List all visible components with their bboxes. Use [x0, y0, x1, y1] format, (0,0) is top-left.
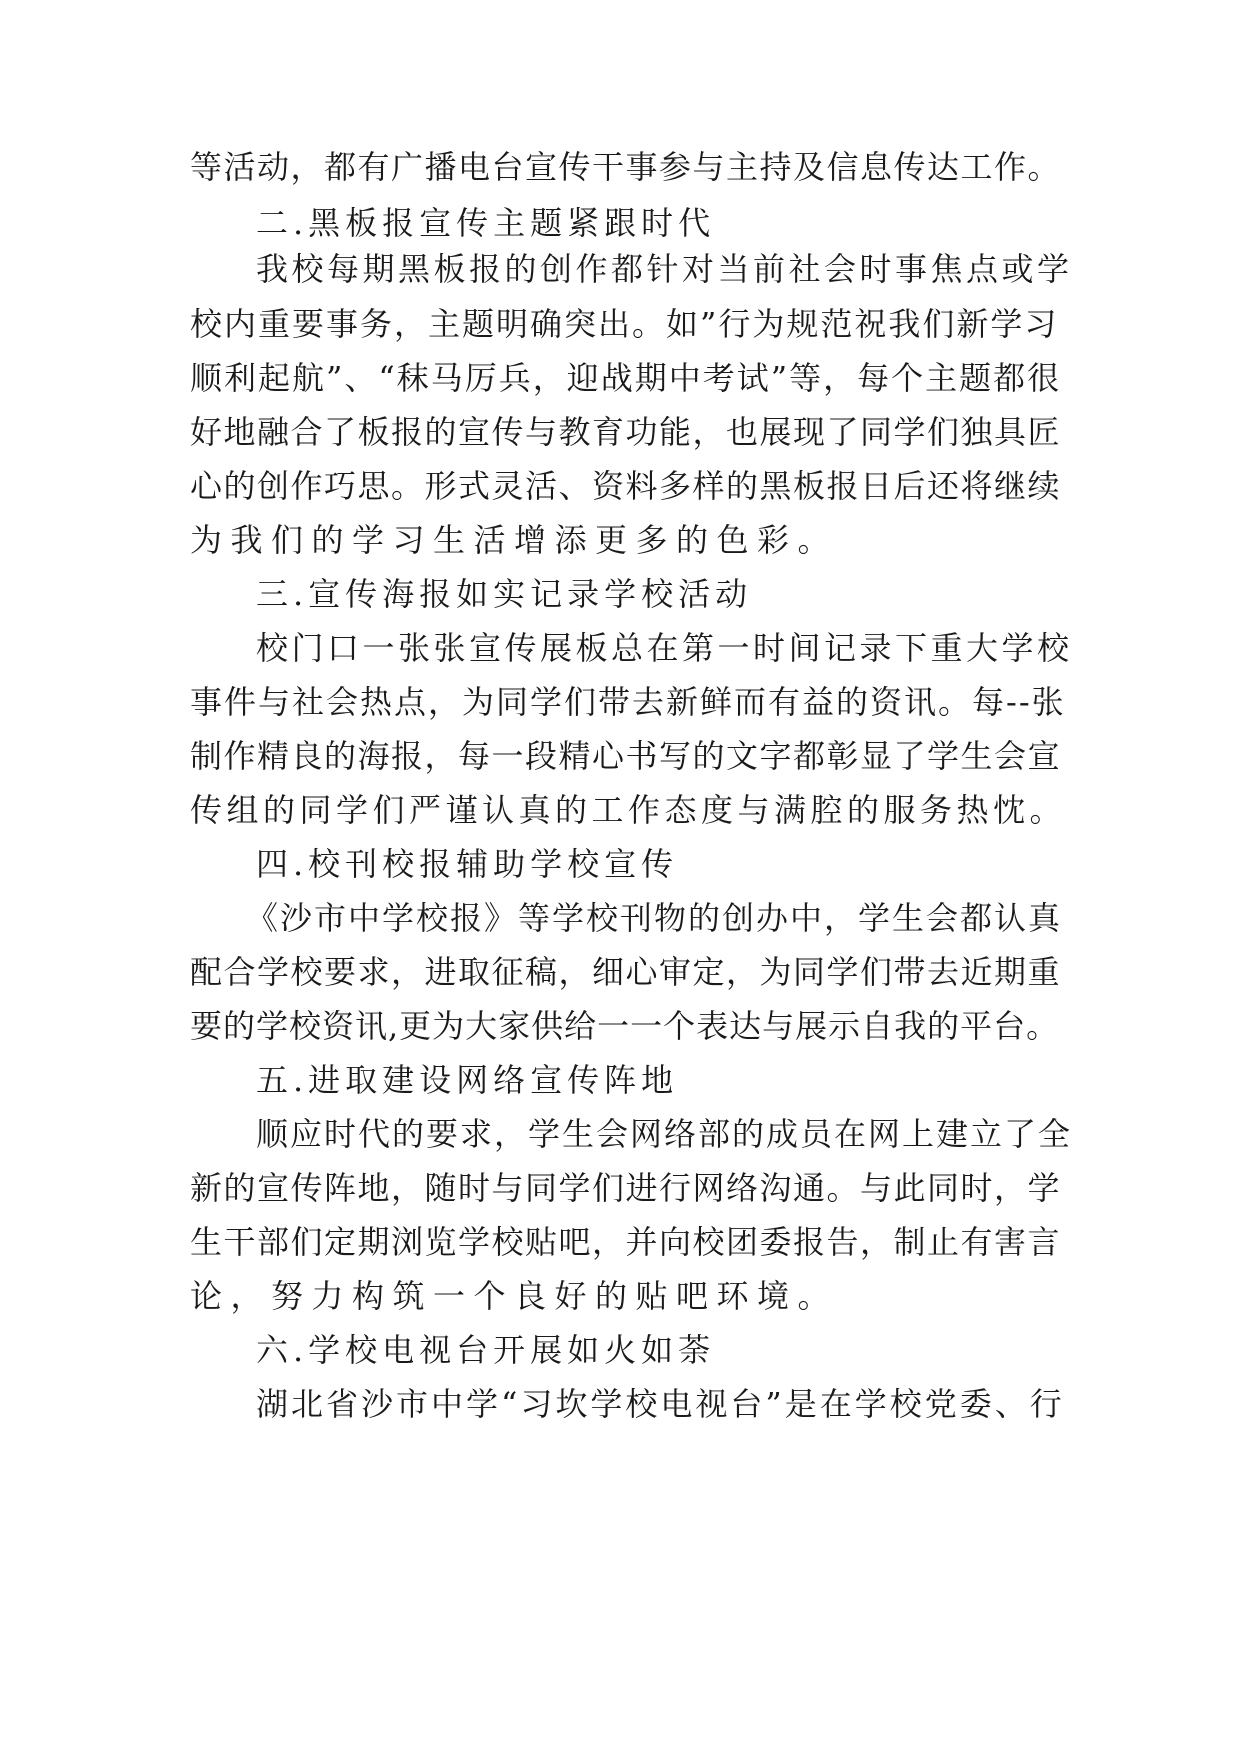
paragraph-first-line: 《沙市中学校报》等学校刊物的创办中，学生会都认真 — [246, 899, 1063, 937]
body-text-line: 制作精良的海报，每一段精心书写的文字都彰显了学生会宣 — [190, 737, 1062, 775]
body-text-line: 为我们的学习生活增添更多的色彩。 — [190, 521, 839, 559]
paragraph-first-line: 我校每期黑板报的创作都针对当前社会时事焦点或学 — [256, 250, 1073, 288]
body-text-line: 校内重要事务，主题明确突出。如”行为规范祝我们新学习 — [190, 305, 1059, 343]
paragraph-first-line: 顺应时代的要求，学生会网络部的成员在网上建立了全 — [256, 1115, 1073, 1153]
section-heading: 三.宣传海报如实记录学校活动 — [256, 575, 753, 613]
section-heading: 四.校刊校报辅助学校宣传 — [256, 845, 679, 883]
section-heading: 六.学校电视台开展如火如荼 — [256, 1331, 716, 1369]
body-text-line: 顺利起航”、“秣马厉兵，迎战期中考试”等，每个主题都很 — [190, 359, 1062, 397]
body-text-line: 事件与社会热点，为同学们带去新鲜而有益的资讯。每--张 — [190, 683, 1066, 721]
section-heading: 二.黑板报宣传主题紧跟时代 — [256, 204, 716, 242]
body-text-line: 传组的同学们严谨认真的工作态度与满腔的服务热忱。 — [190, 791, 1067, 829]
section-heading: 五.进取建设网络宣传阵地 — [256, 1061, 679, 1099]
body-text-line: 生干部们定期浏览学校贴吧，并向校团委报告，制止有害言 — [190, 1223, 1062, 1261]
body-text-line: 心的创作巧思。形式灵活、资料多样的黑板报日后还将继续 — [190, 467, 1062, 505]
body-text-line: 论，努力构筑一个良好的贴吧环境。 — [190, 1277, 839, 1315]
body-text-line: 好地融合了板报的宣传与教育功能，也展现了同学们独具匠 — [190, 413, 1062, 451]
body-text-line: 等活动，都有广播电台宣传干事参与主持及信息传达工作。 — [190, 148, 1062, 186]
paragraph-first-line: 湖北省沙市中学“习坎学校电视台”是在学校党委、行 — [256, 1385, 1065, 1423]
body-text-line: 配合学校要求，进取征稿，细心审定，为同学们带去近期重 — [190, 953, 1062, 991]
body-text-line: 要的学校资讯,更为大家供给一一个表达与展示自我的平台。 — [190, 1007, 1060, 1045]
paragraph-first-line: 校门口一张张宣传展板总在第一时间记录下重大学校 — [256, 629, 1073, 667]
body-text-line: 新的宣传阵地，随时与同学们进行网络沟通。与此同时，学 — [190, 1169, 1062, 1207]
